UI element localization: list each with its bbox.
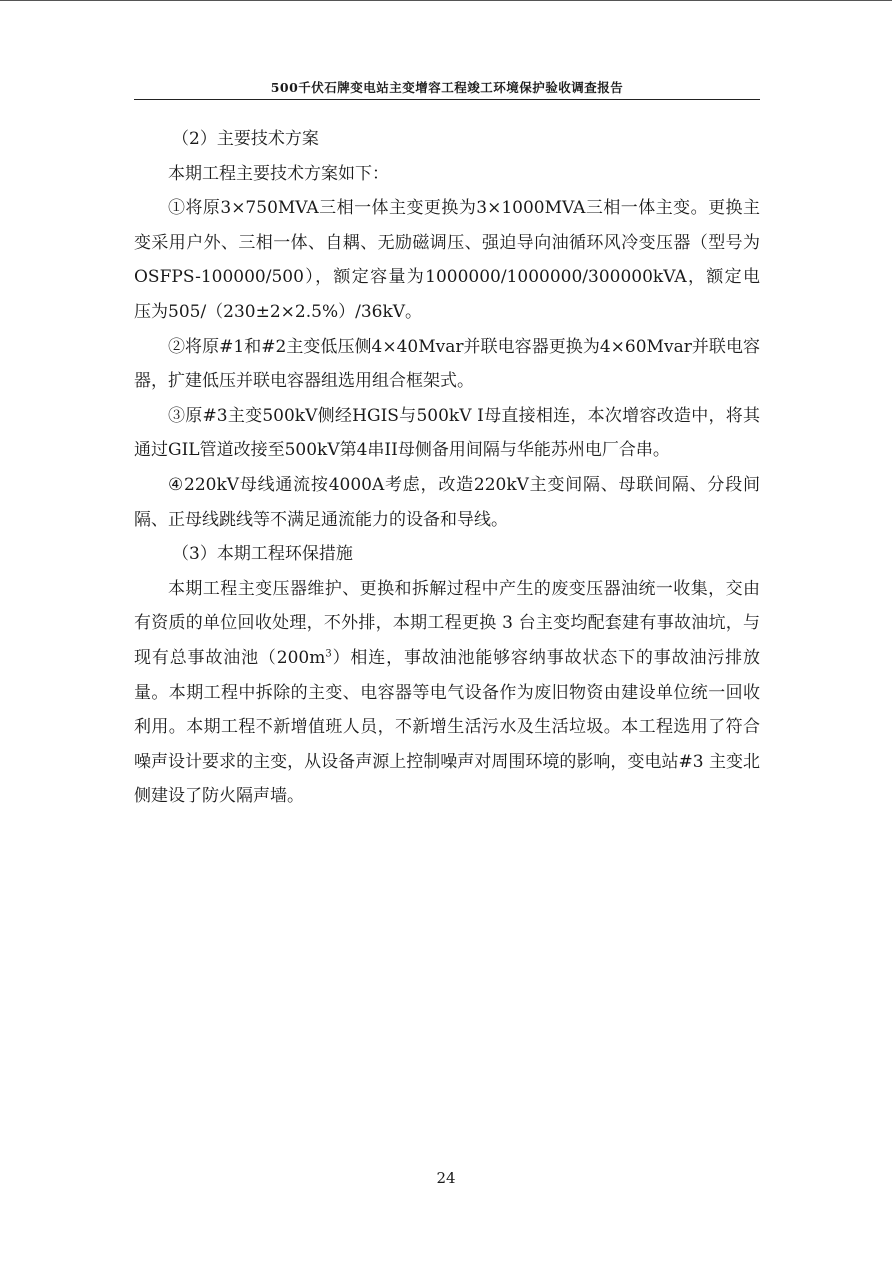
superscript-cubed: 3 xyxy=(325,648,332,660)
running-header: 500千伏石牌变电站主变增容工程竣工环境保护验收调查报告 xyxy=(270,80,624,95)
paragraph-technical-intro: 本期工程主要技术方案如下： xyxy=(168,163,389,184)
env-text-part-2: ）相连，事故油池能够容纳事故状态下的事故油污排放量。本期工程中拆除的主变、电容器等电气设备作为废旧物资由建设单位统一回收利用。本期工程不新增值班人员，不新增生活污水及生活垃圾。本工程选用了符合噪声设计要求的主变，从设备声源上控制噪声对周围环境的影响，变电站#3 主变北侧建设了防火隔声墙。 xyxy=(134,647,761,807)
paragraph-item-2: ②将原#1和#2主变低压侧4×40Mvar并联电容器更换为4×60Mvar并联电容器，扩建低压并联电容器组选用组合框架式。 xyxy=(134,336,760,392)
document-body xyxy=(134,122,760,814)
section-heading-technical-plan: （2）主要技术方案 xyxy=(172,129,319,149)
paragraph-item-3: ③原#3主变500kV侧经HGIS与500kV I母直接相连，本次增容改造中，将其通过GIL管道改接至500kV第4串II母侧备用间隔与华能苏州电厂合串。 xyxy=(134,405,760,461)
section-heading-env-measures: （3）本期工程环保措施 xyxy=(172,544,353,565)
paragraph-item-4: ④220kV母线通流按4000A考虑，改造220kV主变间隔、母联间隔、分段间隔、正母线跳线等不满足通流能力的设备和导线。 xyxy=(134,474,760,530)
paragraph-env-measures xyxy=(134,572,760,814)
paragraph-item-1: ①将原3×750MVA三相一体主变更换为3×1000MVA三相一体主变。更换主变采用户外、三相一体、自耦、无励磁调压、强迫导向油循环风冷变压器（型号为OSFPS-100000/500），额定容量为1000000/1000000/300000kVA，额定电压为505/（230±2×2.5%）/36kV。 xyxy=(134,198,760,322)
top-border-line xyxy=(0,0,892,1)
env-text-part-1: 本期工程主变压器维护、更换和拆解过程中产生的废变压器油统一收集，交由有资质的单位回收处理，不外排，本期工程更换 3 台主变均配套建有事故油坑，与现有总事故油池（200m xyxy=(134,578,760,668)
header-rule xyxy=(134,99,760,100)
page-number: 24 xyxy=(436,1169,456,1187)
